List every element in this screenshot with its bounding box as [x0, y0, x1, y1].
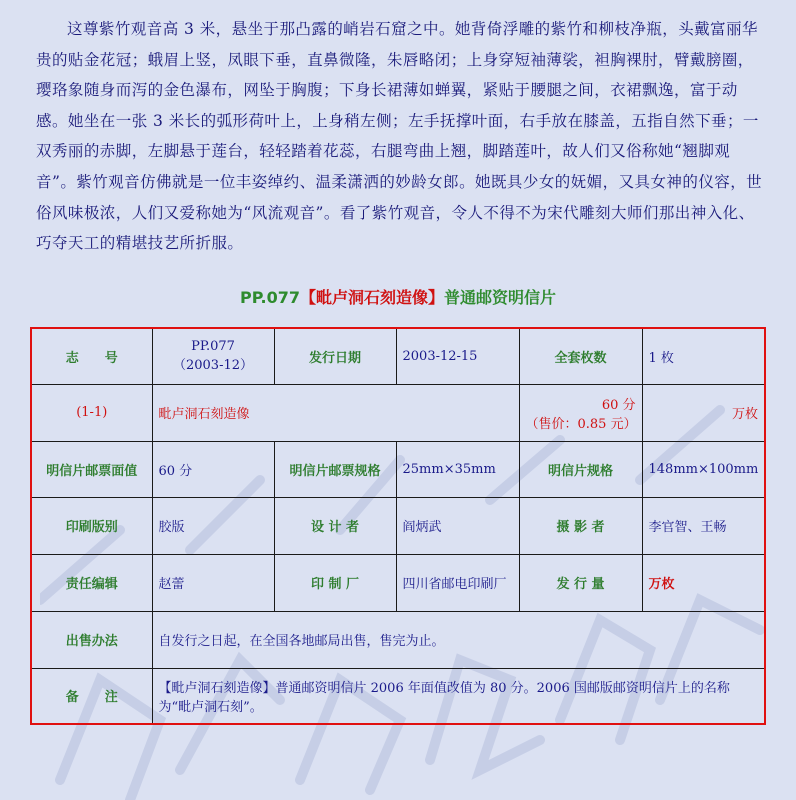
table-row: [31, 328, 765, 384]
item-price: [519, 384, 642, 441]
item-sale-price: （售价：0.85 元）: [525, 416, 637, 432]
designer-value: 阎炳武: [396, 497, 519, 554]
label-remarks: 备 注: [31, 668, 152, 724]
label-editor: 责任编辑: [31, 554, 152, 611]
print-type-value: 胶版: [152, 497, 274, 554]
face-value: 60 分: [152, 441, 274, 497]
remarks-value: 【毗卢洞石刻造像】普通邮资明信片 2006 年面值改值为 80 分。2006 国邮版邮资明信片上的名称为“毗卢洞石刻”。: [152, 668, 765, 724]
item-quantity: 万枚: [642, 384, 765, 441]
set-count-value: 1 枚: [642, 328, 765, 384]
stamp-name: 【毗卢洞石刻造像】: [299, 288, 444, 307]
stamp-title: [0, 285, 796, 308]
photographer-value: 李官智、王畅: [642, 497, 765, 554]
label-printer: 印 制 厂: [274, 554, 396, 611]
table-row: [31, 384, 765, 441]
table-row: [31, 611, 765, 668]
printer-value: 四川省邮电印刷厂: [396, 554, 519, 611]
item-face-value: 60 分: [601, 397, 636, 413]
label-set-count: 全套枚数: [519, 328, 642, 384]
label-designer: 设 计 者: [274, 497, 396, 554]
label-stamp-size: 明信片邮票规格: [274, 441, 396, 497]
serial-year: （2003-12）: [172, 358, 254, 374]
serial-code: PP.077: [191, 339, 235, 355]
item-number: (1-1): [31, 384, 152, 441]
serial-value: [152, 328, 274, 384]
intro-paragraph: 这尊紫竹观音高 3 米，悬坐于那凸露的峭岩石窟之中。她背倚浮雕的紫竹和柳枝净瓶，头戴富丽华贵的贴金花冠；蛾眉上竖，凤眼下垂，直鼻微隆，朱唇略闭；上身穿短袖薄裟，袒胸裸肘，臂戴膀圈，璎珞象随身而泻的金色瀑布，网坠于胸腹；下身长裙薄如蝉翼，紧贴于腰腿之间，衣裙飘逸，富于动感。她坐在一张 3 米长的弧形荷叶上，上身稍左侧；左手抚撑叶面，右手放在膝盖，五指自然下垂；一双秀丽的赤脚，左脚悬于莲台，轻轻踏着花蕊，右腿弯曲上翘，脚踏莲叶，故人们又俗称她“翘脚观音”。紫竹观音仿佛就是一位丰姿绰约、温柔潇洒的妙龄女郎。她既具少女的妩媚，又具女神的仪容，世俗风味极浓，人们又爱称她为“风流观音”。看了紫竹观音，令人不得不为宋代雕刻大师们那出神入化、巧夺天工的精堪技艺所折服。: [36, 20, 763, 253]
card-size-value: 148mm×100mm: [642, 441, 765, 497]
label-face-value: 明信片邮票面值: [31, 441, 152, 497]
item-name: 毗卢洞石刻造像: [152, 384, 519, 441]
sale-method-value: 自发行之日起，在全国各地邮局出售，售完为止。: [152, 611, 765, 668]
stamp-size-value: 25mm×35mm: [396, 441, 519, 497]
issue-volume-value: 万枚: [642, 554, 765, 611]
label-issue-date: 发行日期: [274, 328, 396, 384]
stamp-kind: 普通邮资明信片: [444, 288, 557, 307]
label-card-size: 明信片规格: [519, 441, 642, 497]
label-serial: 志 号: [31, 328, 152, 384]
issue-date-value: 2003-12-15: [396, 328, 519, 384]
stamp-info-table: [30, 327, 766, 725]
stamp-code: PP.077: [239, 288, 300, 307]
table-row: [31, 668, 765, 724]
label-print-type: 印刷版别: [31, 497, 152, 554]
editor-value: 赵蕾: [152, 554, 274, 611]
table-row: [31, 554, 765, 611]
table-row: [31, 441, 765, 497]
label-sale-method: 出售办法: [31, 611, 152, 668]
table-row: [31, 497, 765, 554]
label-photographer: 摄 影 者: [519, 497, 642, 554]
label-issue-volume: 发 行 量: [519, 554, 642, 611]
